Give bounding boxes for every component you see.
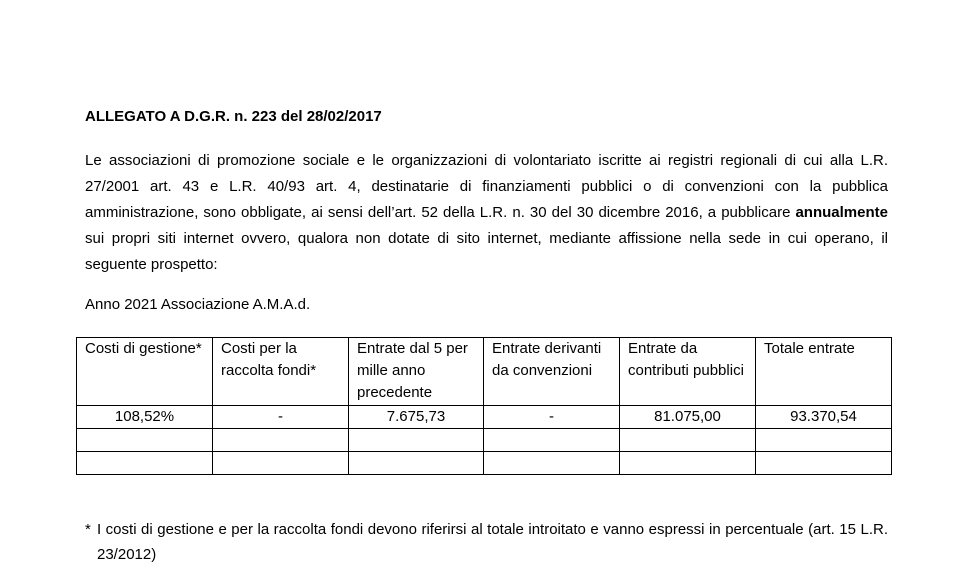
table-cell (349, 452, 484, 475)
header-cell: Entrate da contributi pubblici (620, 338, 756, 406)
header-cell: Costi di gestione* (77, 338, 213, 406)
footnote-text: I costi di gestione e per la raccolta fondi devono riferirsi al totale introitato e vanno espressi in percentuale (art. 15 L.R. 23/2012) (97, 521, 888, 563)
year-association-line: Anno 2021 Associazione A.M.A.d. (85, 296, 311, 313)
intro-text-start: Le associazioni di promozione sociale e le organizzazioni di volontariato iscritte ai registri regionali di cui alla L.R. 27/2001 art. 43 e L.R. 40/93 art. 4, destinatarie di finanziamenti pubblici o di convenzioni con la pubblica amministrazione, sono obbligate, ai sensi dell’art. 52 della L.R. n. 30 del 30 dicembre 2016, a pubblicare (85, 152, 888, 221)
table-cell (484, 452, 620, 475)
intro-text-bold: annualmente (795, 204, 888, 221)
footnote-marker: * (85, 521, 91, 538)
table-row (77, 406, 892, 429)
table-row (77, 452, 892, 475)
table-cell (756, 452, 892, 475)
header-cell: Totale entrate (756, 338, 892, 406)
table-row (77, 429, 892, 452)
header-cell: Entrate dal 5 per mille anno precedente (349, 338, 484, 406)
table-cell (756, 429, 892, 452)
financial-table (76, 337, 892, 475)
table-cell (213, 429, 349, 452)
header-cell: Entrate derivanti da convenzioni (484, 338, 620, 406)
table-cell: - (213, 406, 349, 429)
table-cell: 7.675,73 (349, 406, 484, 429)
header-cell: Costi per la raccolta fondi* (213, 338, 349, 406)
table-cell: 108,52% (77, 406, 213, 429)
table-cell: - (484, 406, 620, 429)
table-cell (213, 452, 349, 475)
intro-text-end: sui propri siti internet ovvero, qualora non dotate di sito internet, mediante affissione nella sede in cui operano, il seguente prospetto: (85, 230, 888, 273)
table-cell (620, 429, 756, 452)
intro-paragraph (85, 148, 888, 278)
table-cell: 93.370,54 (756, 406, 892, 429)
table-cell (349, 429, 484, 452)
document-title: ALLEGATO A D.G.R. n. 223 del 28/02/2017 (85, 108, 382, 125)
footnote (85, 517, 888, 567)
table-cell: 81.075,00 (620, 406, 756, 429)
table-cell (484, 429, 620, 452)
table-header-row (77, 338, 892, 406)
table-cell (620, 452, 756, 475)
table-cell (77, 452, 213, 475)
table-cell (77, 429, 213, 452)
